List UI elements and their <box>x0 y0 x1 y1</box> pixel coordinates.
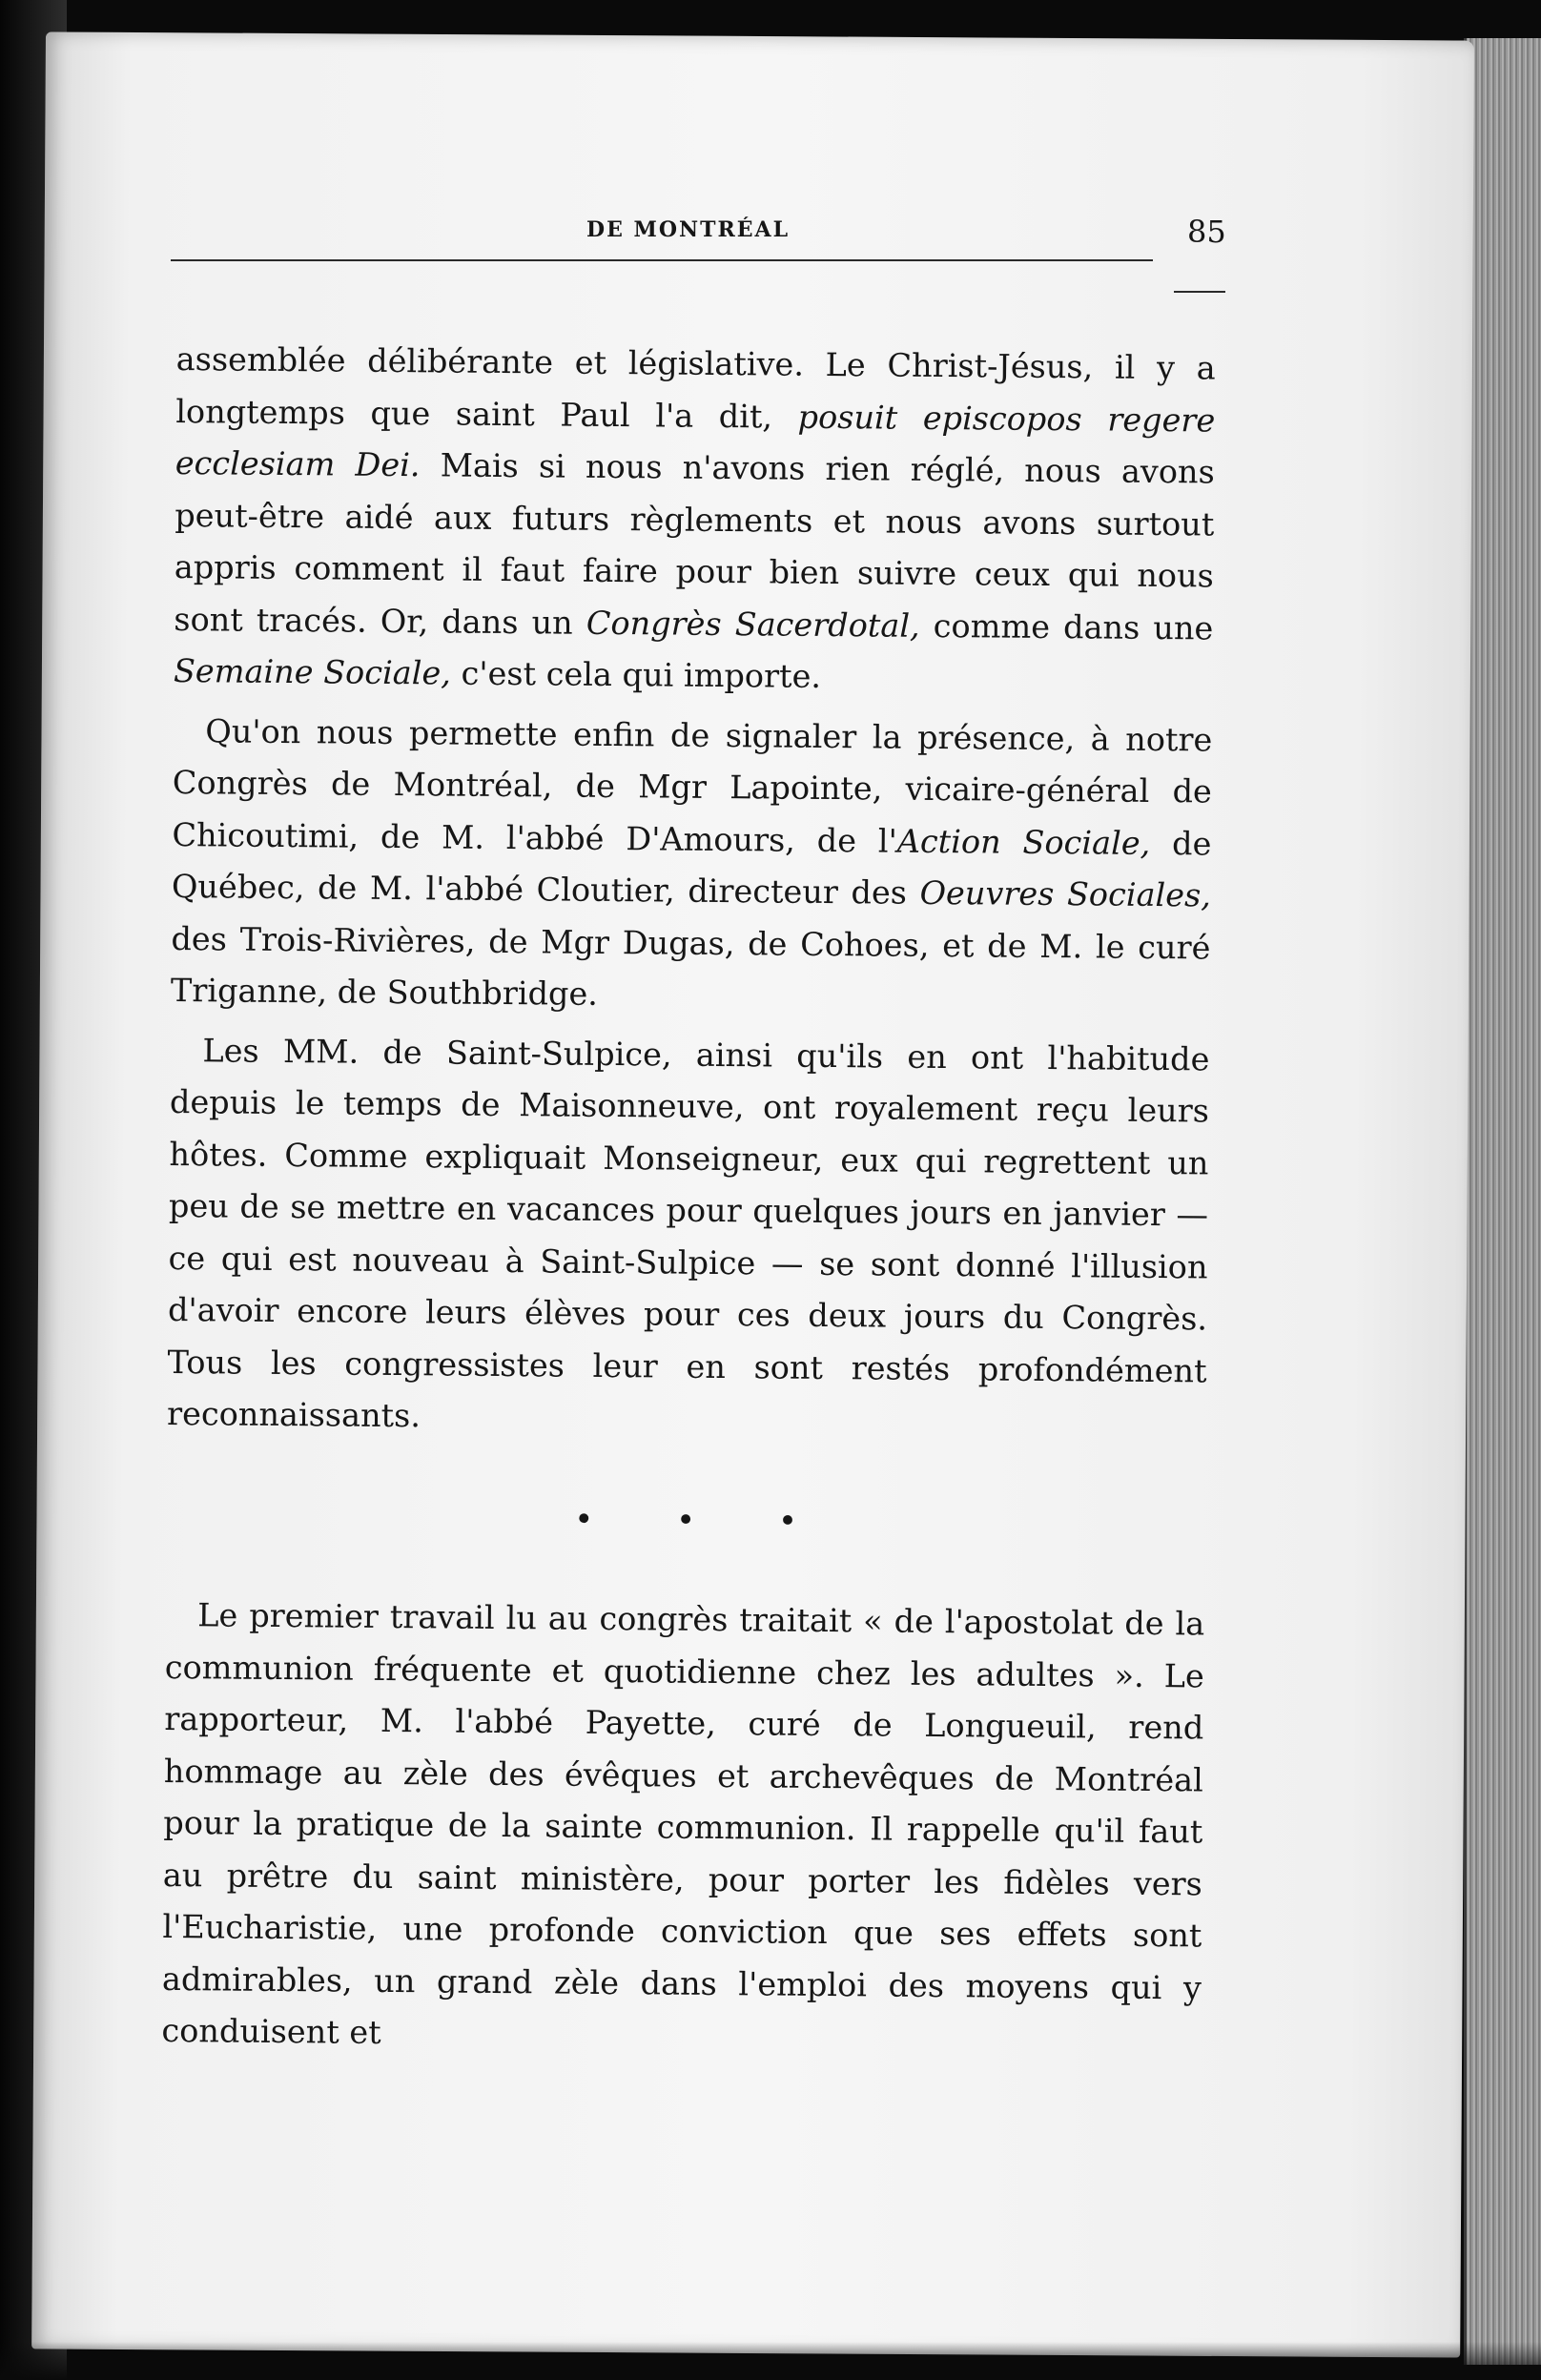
paragraph-1-text-2: Mais si nous n'avons rien réglé, nous avons peut-être aidé aux futurs règlements et nous avons surtout appris comment il faut faire pour bien suivre ceux qui nous sont tracés. Or, dans un <box>174 446 1215 642</box>
paragraph-2-italic-2: Oeuvres Sociales, <box>919 873 1212 914</box>
paragraph-4: Le premier travail lu au congrès traitait « de l'apostolat de la communion fréquente et quotidienne chez les adultes ». Le rapporteur, M. l'abbé Payette, curé de Longueuil, rend hommage au zèle des évêques et archevêques de Montréal pour la pratique de la sainte communion. Il rappelle qu'il faut au prêtre du saint ministère, pour porter les fidèles vers l'Eucharistie, une profonde conviction que ses effets sont admirables, un grand zèle dans l'emploi des moyens qui y conduisent et <box>161 1596 1205 2051</box>
paragraph-1-italic-3: Semaine Sociale, <box>173 651 452 692</box>
paragraph-2-text-1: Qu'on nous permette enfin de signaler la présence, à notre Congrès de Montréal, de Mgr Lapointe, vicaire-général de Chicoutimi, de M. l'abbé D'Amours, de l' <box>172 711 1213 860</box>
section-separator: • • • <box>574 1500 834 1541</box>
stacked-page-edges <box>1464 38 1541 2365</box>
paragraph-2 <box>171 705 1213 1025</box>
running-title: DE MONTRÉAL <box>586 217 791 242</box>
header-rule <box>171 259 1153 261</box>
bottom-shadow <box>0 2342 1541 2380</box>
paragraph-1-text-3: comme dans une <box>919 606 1214 646</box>
paragraph-1-text-4: c'est cela qui importe. <box>450 654 822 695</box>
paragraph-2-text-2: de Québec, de M. l'abbé Cloutier, directeur des <box>171 824 1212 912</box>
page-content <box>161 200 1226 2065</box>
paragraph-1-italic-1: posuit episcopos regere ecclesiam Dei. <box>175 398 1216 484</box>
paragraph-1-text-1: assemblée délibérante et législative. Le Christ-Jésus, il y a longtemps que saint Paul l'a dit, <box>175 339 1216 436</box>
page-number: 85 <box>1187 214 1226 250</box>
body-text <box>161 334 1216 2066</box>
paragraph-1-italic-2: Congrès Sacerdotal, <box>586 604 920 645</box>
running-head <box>176 200 1226 257</box>
paragraph-2-italic-1: Action Sociale, <box>896 822 1151 862</box>
paragraph-1 <box>174 334 1216 707</box>
paragraph-3: Les MM. de Saint-Sulpice, ainsi qu'ils en ont l'habitude depuis le temps de Maisonneuve, ont royalement reçu leurs hôtes. Comme expliquait Monseigneur, eux qui regrettent un peu de se mettre en vacances pour quelques jours en janvier — ce qui est nouveau à Saint-Sulpice — se sont donné l'illusion d'avoir encore leurs élèves pour ces deux jours du Congrès. Tous les congressistes leur en sont restés profondément reconnaissants. <box>166 1031 1210 1435</box>
paragraph-2-text-3: des Trois-Rivières, de Mgr Dugas, de Cohoes, et de M. le curé Triganne, de Southbridge. <box>170 919 1211 1013</box>
header-rule-tail <box>1174 291 1225 293</box>
